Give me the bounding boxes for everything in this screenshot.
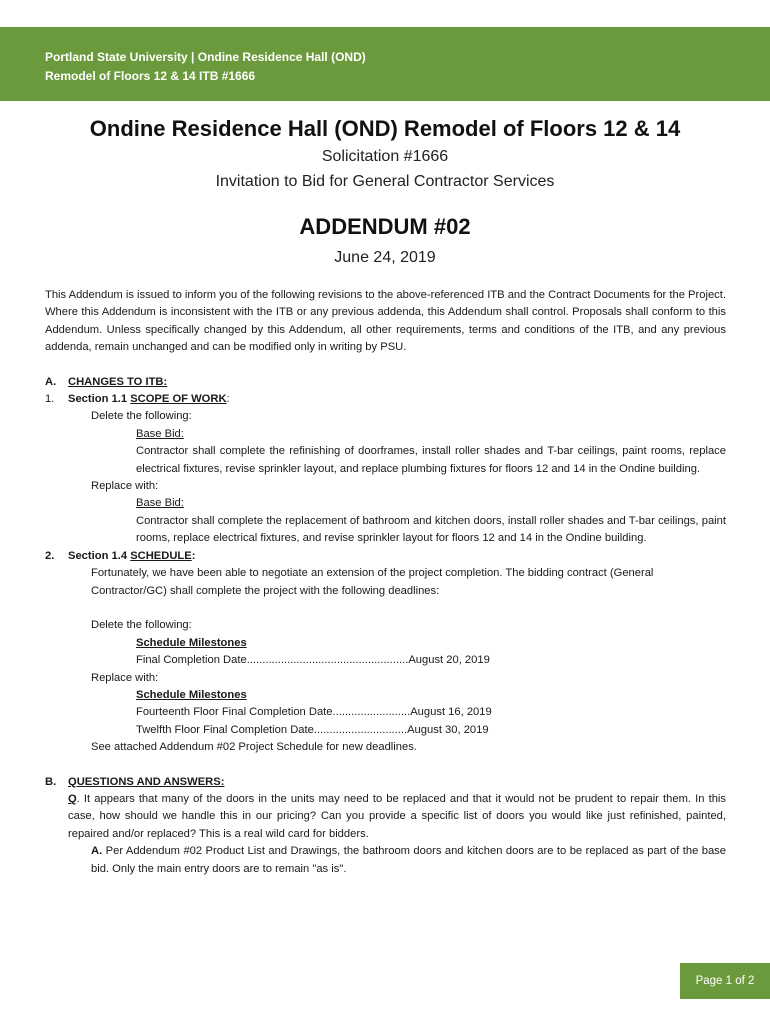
milestone-new-1-label: Fourteenth Floor Final Completion Date (136, 706, 333, 719)
section-b-letter: B. (45, 775, 57, 788)
title-block (0, 114, 770, 271)
milestones-label-new: Schedule Milestones (136, 688, 247, 701)
milestone-old-date: August 20, 2019 (408, 654, 490, 667)
question-label: Q (68, 792, 77, 805)
item-1-name: SCOPE OF WORK (130, 393, 227, 406)
item-1-base-bid-label-2: Base Bid: (136, 497, 184, 510)
item-1-replace-label: Replace with: (91, 480, 159, 493)
milestone-new-2-label: Twelfth Floor Final Completion Date (136, 723, 314, 736)
item-1-prefix: Section 1.1 (68, 393, 131, 406)
milestone-row-new-2 (45, 722, 726, 739)
question-paragraph (45, 791, 726, 843)
milestones-label-old: Schedule Milestones (136, 636, 247, 649)
document-body (45, 287, 726, 878)
addendum-title: ADDENDUM #02 (299, 214, 471, 239)
milestone-row-old (45, 652, 726, 669)
section-a-heading (45, 374, 726, 391)
question-text: . It appears that many of the doors in the units may need to be replaced and that it would not be prudent to repair them. In this case, how should we handle this in our pricing? Can you provide a specific list of doors you would like just refinished, painted, repaired and/or replaced? This is a real wild card for bidders. (68, 792, 726, 840)
section-b-heading (45, 774, 726, 791)
milestone-old-label: Final Completion Date (136, 654, 247, 667)
see-attached-note: See attached Addendum #02 Project Schedule for new deadlines. (91, 741, 417, 754)
answer-text: Per Addendum #02 Product List and Drawings, the bathroom doors and kitchen doors are to be replaced as part of the base bid. Only the main entry doors are to remain "as is". (91, 845, 726, 875)
section-a-title: CHANGES TO ITB: (68, 375, 168, 388)
section-a-letter: A. (45, 375, 57, 388)
item-2-suffix: : (191, 549, 196, 562)
answer-paragraph (45, 843, 726, 878)
item-2-delete-label: Delete the following: (91, 619, 192, 632)
milestone-new-2-dots: .............................. (313, 723, 408, 736)
solicitation-number: Solicitation #1666 (321, 148, 449, 165)
item-2-name: SCHEDULE (130, 549, 192, 562)
item-1-base-bid-label: Base Bid: (136, 427, 184, 440)
item-2-number: 2. (45, 549, 55, 562)
milestone-row-new-1 (45, 704, 726, 721)
milestone-new-2-date: August 30, 2019 (407, 723, 489, 736)
item-1-heading (45, 391, 726, 408)
item-2-heading (45, 548, 726, 565)
itb-subtitle: Invitation to Bid for General Contractor Services (215, 173, 555, 190)
item-2-prefix: Section 1.4 (68, 549, 131, 562)
item-2-replace-label: Replace with: (91, 671, 159, 684)
header-line-2: Remodel of Floors 12 & 14 ITB #1666 (45, 69, 256, 83)
header-line-1: Portland State University | Ondine Residence Hall (OND) (45, 50, 366, 64)
intro-paragraph: This Addendum is issued to inform you of the following revisions to the above-referenced ITB and the Contract Documents for the Project. Where this Addendum is inconsistent with the ITB or any previous addenda, this Addendum shall control. Proposals shall conform to this Addendum. Unless specifically changed by this Addendum, all other requirements, terms and conditions of the ITB, and any previous addenda, remain unchanged and can be modified only in writing by PSU. (45, 289, 726, 354)
item-1-suffix: : (226, 393, 230, 406)
item-1-replace-text: Contractor shall complete the replacement of bathroom and kitchen doors, install roller shades and T-bar ceilings, paint rooms, replace electrical fixtures, and revise sprinkler layout for floors 12 and 14 in the Ondine building. (136, 514, 726, 545)
item-1-delete-label: Delete the following: (91, 410, 192, 423)
milestone-new-1-date: August 16, 2019 (410, 706, 492, 719)
page-number-badge: Page 1 of 2 (680, 963, 770, 999)
item-2-text: Fortunately, we have been able to negotiate an extension of the project completion. The bidding contract (General Contractor/GC) shall complete the project with the following deadlines: (91, 567, 654, 597)
addendum-date: June 24, 2019 (334, 249, 436, 266)
section-b-title: QUESTIONS AND ANSWERS: (68, 775, 225, 788)
item-1-number: 1. (45, 393, 55, 406)
milestone-new-1-dots: ......................... (332, 706, 411, 719)
document-title: Ondine Residence Hall (OND) Remodel of Floors 12 & 14 (89, 116, 681, 141)
answer-label: A. (91, 845, 103, 858)
milestone-old-dots: .................................................... (246, 654, 409, 667)
header-band (0, 27, 770, 101)
item-1-delete-text: Contractor shall complete the refinishing of doorframes, install roller shades and T-bar ceilings, paint rooms, replace electrical fixtures, revise sprinkler layout, and replace plumbing fixtures for floors 12 and 14 in the Ondine building. (136, 445, 726, 475)
